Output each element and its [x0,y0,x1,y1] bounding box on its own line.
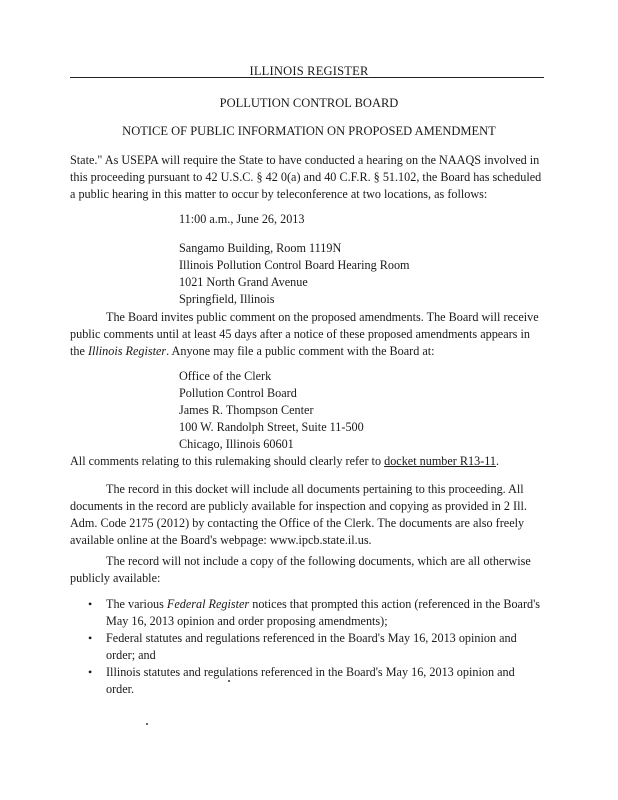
federal-register-title: Federal Register [166,597,250,611]
text-line: Adm. Code 2175 (2012) by contacting the Office of the Clerk. The documents are also freely [70,516,525,530]
text-line: documents in the record are publicly available for inspection and copying as provided in 2 Ill. [70,499,527,513]
address-line: Springfield, Illinois [179,292,275,306]
list-item [70,664,546,698]
paragraph-excluded [70,553,546,587]
text-line [70,343,546,360]
text-line [70,453,546,470]
register-title: ILLINOIS REGISTER [249,64,369,78]
text-line: The Board invites public comment on the proposed amendments. The Board will receive [106,310,539,324]
text-line: this proceeding pursuant to 42 U.S.C. § 42 0(a) and 40 C.F.R. § 51.102, the Board has scheduled [70,170,542,184]
text-line: May 16, 2013 opinion and order proposing amendments); [106,614,388,628]
address-line: Pollution Control Board [179,386,297,400]
text-line: order. [106,682,135,696]
address-line: James R. Thompson Center [179,403,314,417]
hearing-address [179,240,539,308]
docket-number: docket number R13-11 [384,454,497,468]
list-item [70,596,546,630]
address-line: 100 W. Randolph Street, Suite 11-500 [179,420,364,434]
bullet-icon: • [88,665,93,679]
paragraph-public-comment [70,309,546,360]
text-line: The record in this docket will include all documents pertaining to this proceeding. All [106,482,524,496]
text-fragment: The various [106,597,167,611]
list-item [70,630,546,664]
text-line: available online at the Board's webpage: www.ipcb.state.il.us. [70,533,372,547]
paragraph-record [70,481,546,549]
text-fragment: notices that prompted this action (referenced in the Board's [249,597,541,611]
text-fragment: . Anyone may file a public comment with the Board at: [166,344,435,358]
text-line: The record will not include a copy of the following documents, which are all otherwise [106,554,531,568]
paragraph-hearing-intro [70,152,546,203]
board-title: POLLUTION CONTROL BOARD [219,96,399,110]
illinois-register-title: Illinois Register [87,344,167,358]
scan-speck [228,680,230,682]
address-line: Office of the Clerk [179,369,272,383]
scan-speck [146,723,148,725]
clerk-address [179,368,539,453]
excluded-documents-list [70,596,546,698]
bullet-icon: • [88,597,93,611]
address-line: Chicago, Illinois 60601 [179,437,294,451]
text-line: Federal statutes and regulations referenced in the Board's May 16, 2013 opinion and [106,631,517,645]
text-fragment: . [496,454,500,468]
address-line: Sangamo Building, Room 1119N [179,241,342,255]
header-rule [70,77,544,78]
text-line: order; and [106,648,156,662]
notice-title: NOTICE OF PUBLIC INFORMATION ON PROPOSED AMENDMENT [122,124,496,138]
text-fragment: All comments relating to this rulemaking should clearly refer to [70,454,385,468]
text-line: a public hearing in this matter to occur by teleconference at two locations, as follows: [70,187,488,201]
address-line: 1021 North Grand Avenue [179,275,308,289]
hearing-time: 11:00 a.m., June 26, 2013 [179,212,305,226]
text-line: Illinois statutes and regulations referenced in the Board's May 16, 2013 opinion and [106,665,515,679]
address-line: Illinois Pollution Control Board Hearing Room [179,258,410,272]
text-line: State." As USEPA will require the State to have conducted a hearing on the NAAQS involved in [70,153,540,167]
docket-reference [70,453,546,470]
text-fragment: the [70,344,88,358]
text-line [106,596,546,613]
text-line: publicly available: [70,571,161,585]
bullet-icon: • [88,631,93,645]
text-line: public comments until at least 45 days after a notice of these proposed amendments appears in [70,327,530,341]
